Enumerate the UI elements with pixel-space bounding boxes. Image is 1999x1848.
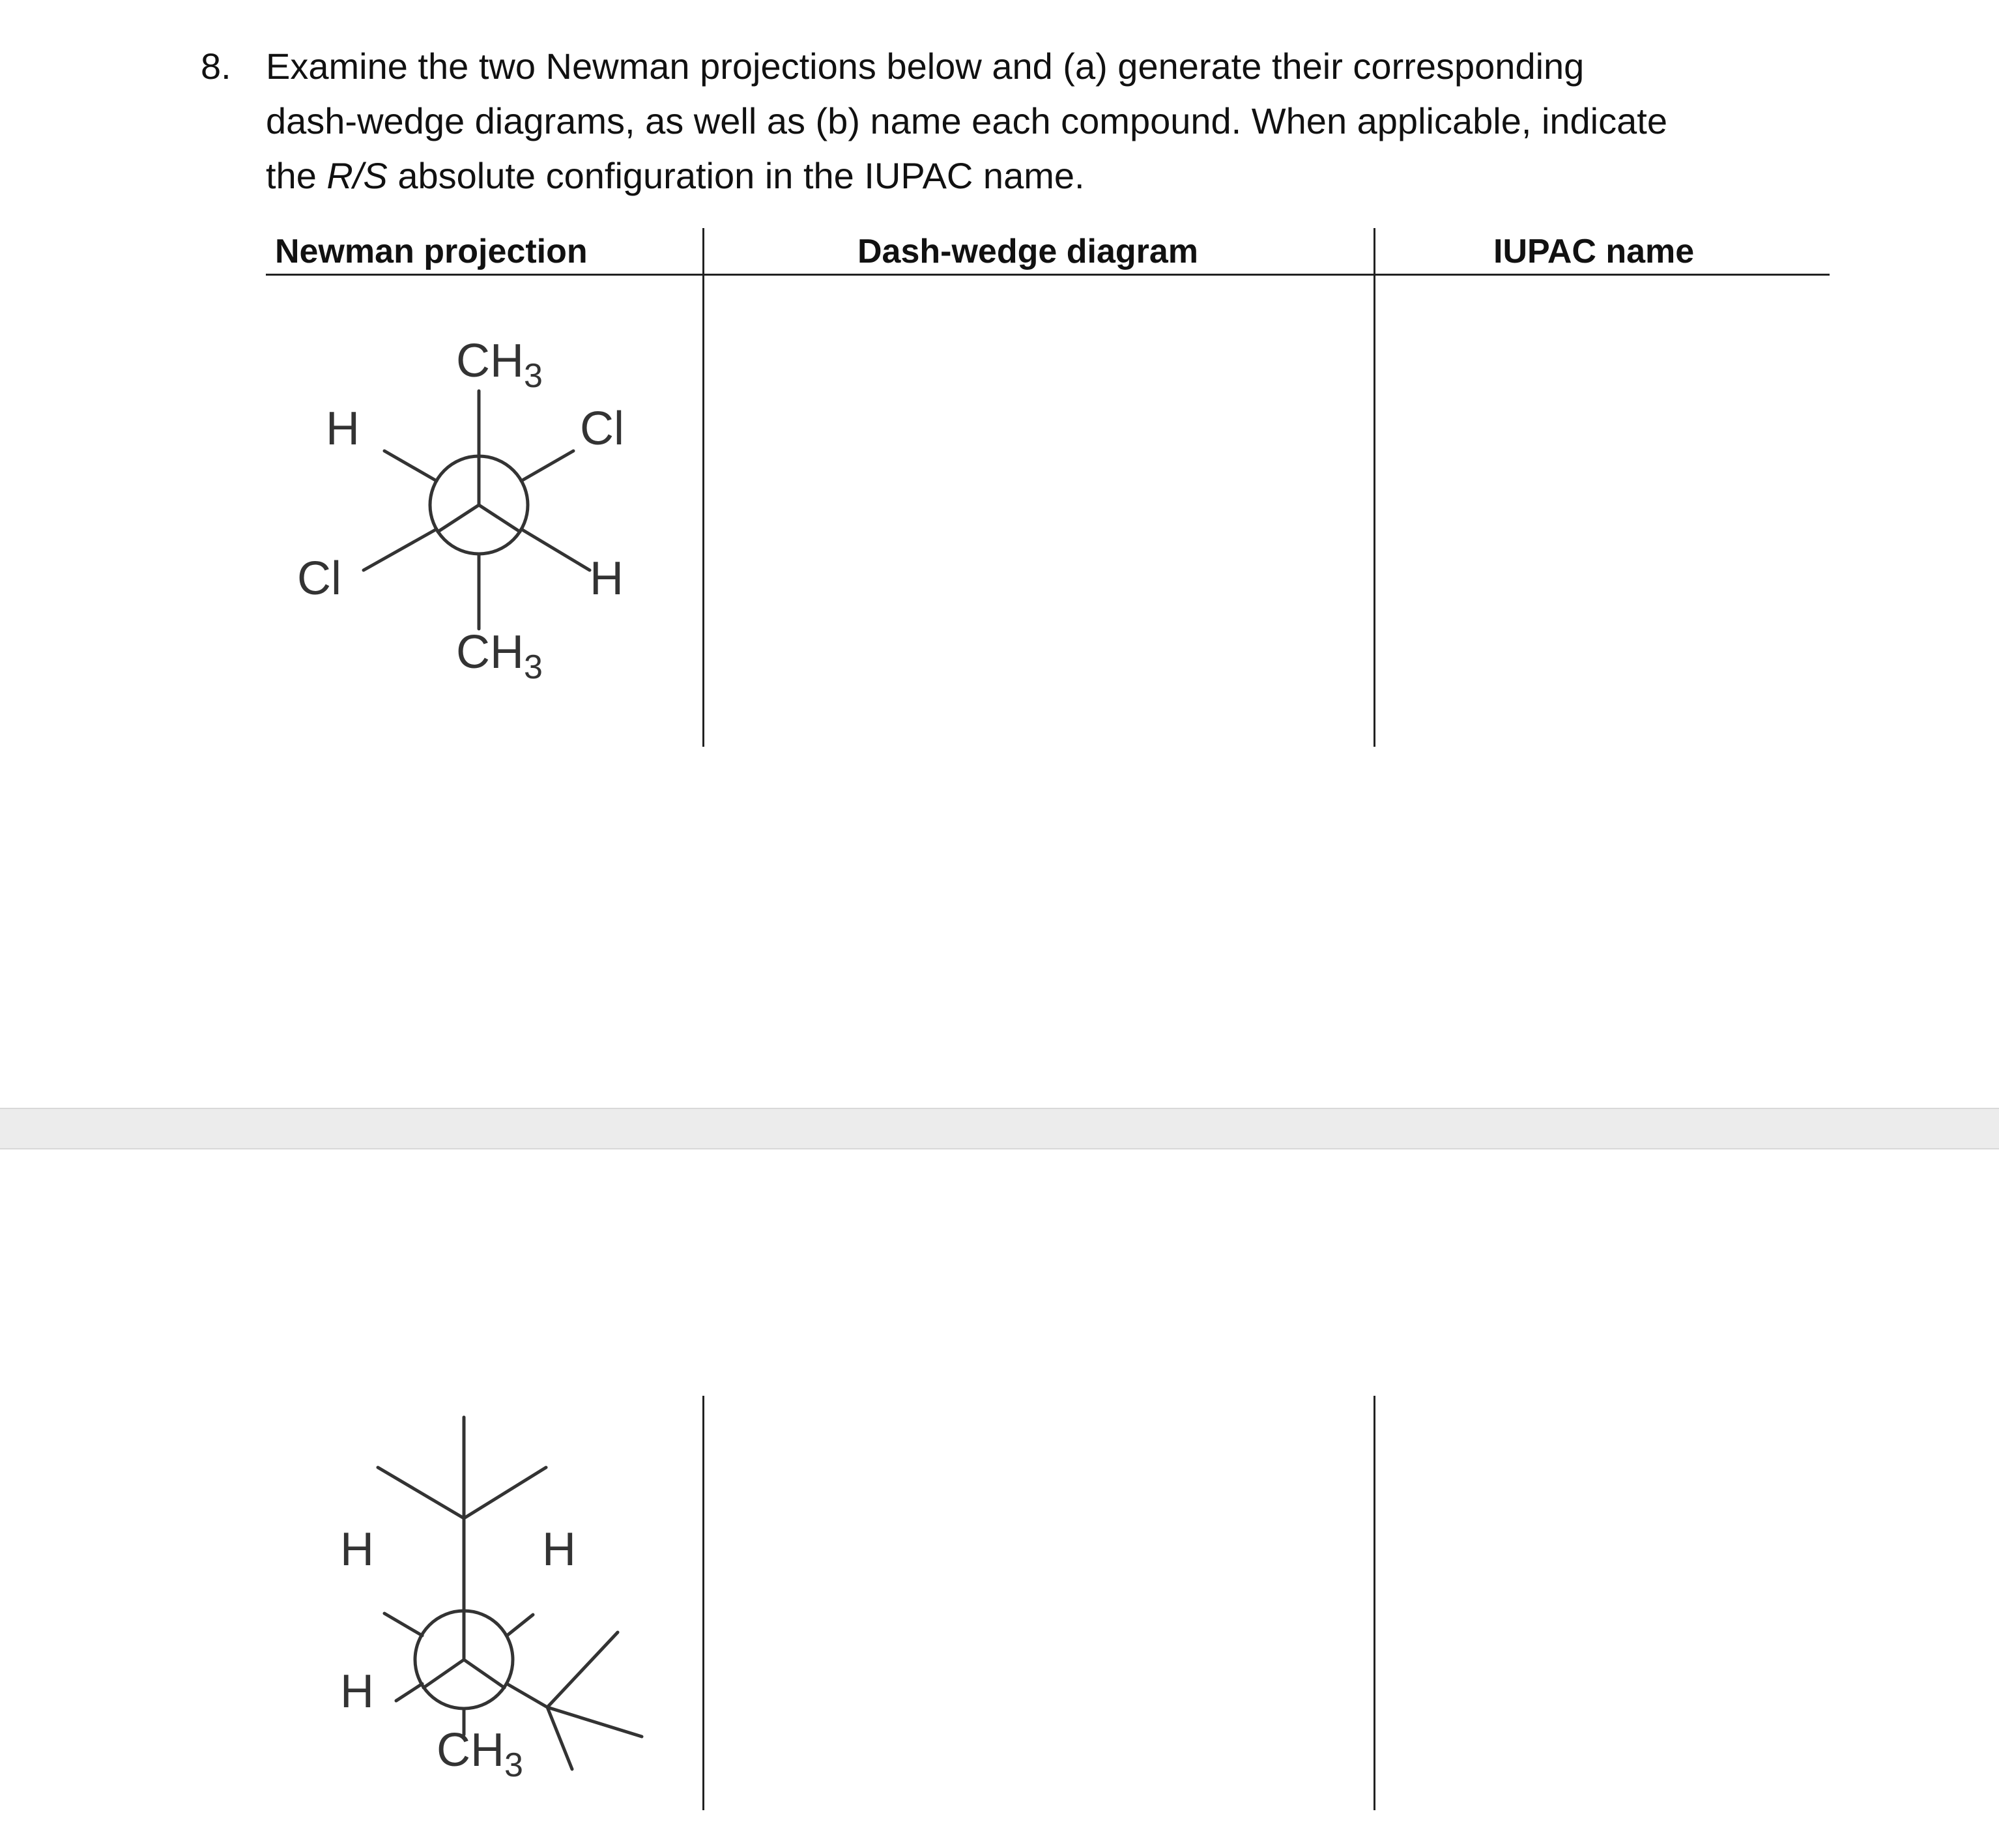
header-dash-wedge-diagram: Dash-wedge diagram (857, 233, 1199, 270)
newman-1-front-top-label: $CH_3$ (456, 335, 543, 395)
newman-2-tbu-branch-left (378, 1467, 464, 1518)
question-line-2: dash-wedge diagrams, as well as (b) name each compound. When applicable, indicate (266, 100, 1667, 141)
newman-2-back-bond-lower-left (396, 1684, 422, 1701)
newman-1-back-bond-upper-right (521, 451, 573, 481)
newman-1-front-bond-lower-right (479, 505, 520, 532)
question-line-3-italic: R/S (326, 155, 388, 196)
newman-1-upper-left-label: H (326, 403, 360, 455)
header-underline (266, 274, 1830, 276)
newman-1-lower-left-label: Cl (297, 553, 341, 605)
newman-2-tbu2-branch-right (547, 1707, 642, 1737)
newman-1-front-bond-lower-left (438, 505, 479, 532)
question-line-3 (266, 149, 1869, 203)
newman-1-upper-right-label: Cl (580, 403, 624, 455)
newman-2-upper-right-label: H (542, 1523, 576, 1576)
newman-2-bottom-label: $CH_3$ (437, 1724, 523, 1784)
newman-2-tbu2-branch-down (547, 1707, 572, 1769)
column-divider-2-top (1373, 228, 1375, 747)
question-line-3-pre: the (266, 155, 327, 196)
question-number: 8. (201, 46, 231, 87)
newman-1-back-bond-lower-right (521, 529, 590, 570)
newman-2-upper-left-label: H (340, 1523, 374, 1576)
question-line-3-post: absolute configuration in the IUPAC name. (387, 155, 1085, 196)
question-text (266, 39, 1869, 203)
header-newman-projection: Newman projection (275, 233, 588, 270)
newman-1-bottom-label: $CH_3$ (456, 626, 543, 686)
newman-1-back-bond-upper-left (384, 451, 437, 481)
page-break-band (0, 1108, 1999, 1149)
newman-projection-2 (261, 1394, 678, 1785)
newman-2-back-bond-upper-left (384, 1613, 422, 1636)
newman-2-lower-left-label: H (340, 1666, 374, 1718)
newman-2-back-bond-lower-right (507, 1684, 547, 1707)
newman-2-tbu-branch-right (464, 1467, 546, 1518)
newman-1-back-bond-lower-left (364, 529, 437, 570)
newman-2-front-bond-lower-right (464, 1660, 504, 1688)
header-iupac-name: IUPAC name (1493, 233, 1695, 270)
newman-2-front-bond-lower-left (424, 1660, 464, 1688)
newman-projection-1 (261, 306, 678, 697)
column-divider-1-bottom (702, 1396, 704, 1810)
newman-1-lower-right-label: H (590, 553, 624, 605)
column-divider-1-top (702, 228, 704, 747)
newman-2-back-bond-upper-right (507, 1615, 533, 1636)
question-line-1: Examine the two Newman projections below and (a) generate their corresponding (266, 46, 1585, 87)
column-divider-2-bottom (1373, 1396, 1375, 1810)
newman-2-tbu2-branch-up (547, 1632, 618, 1707)
